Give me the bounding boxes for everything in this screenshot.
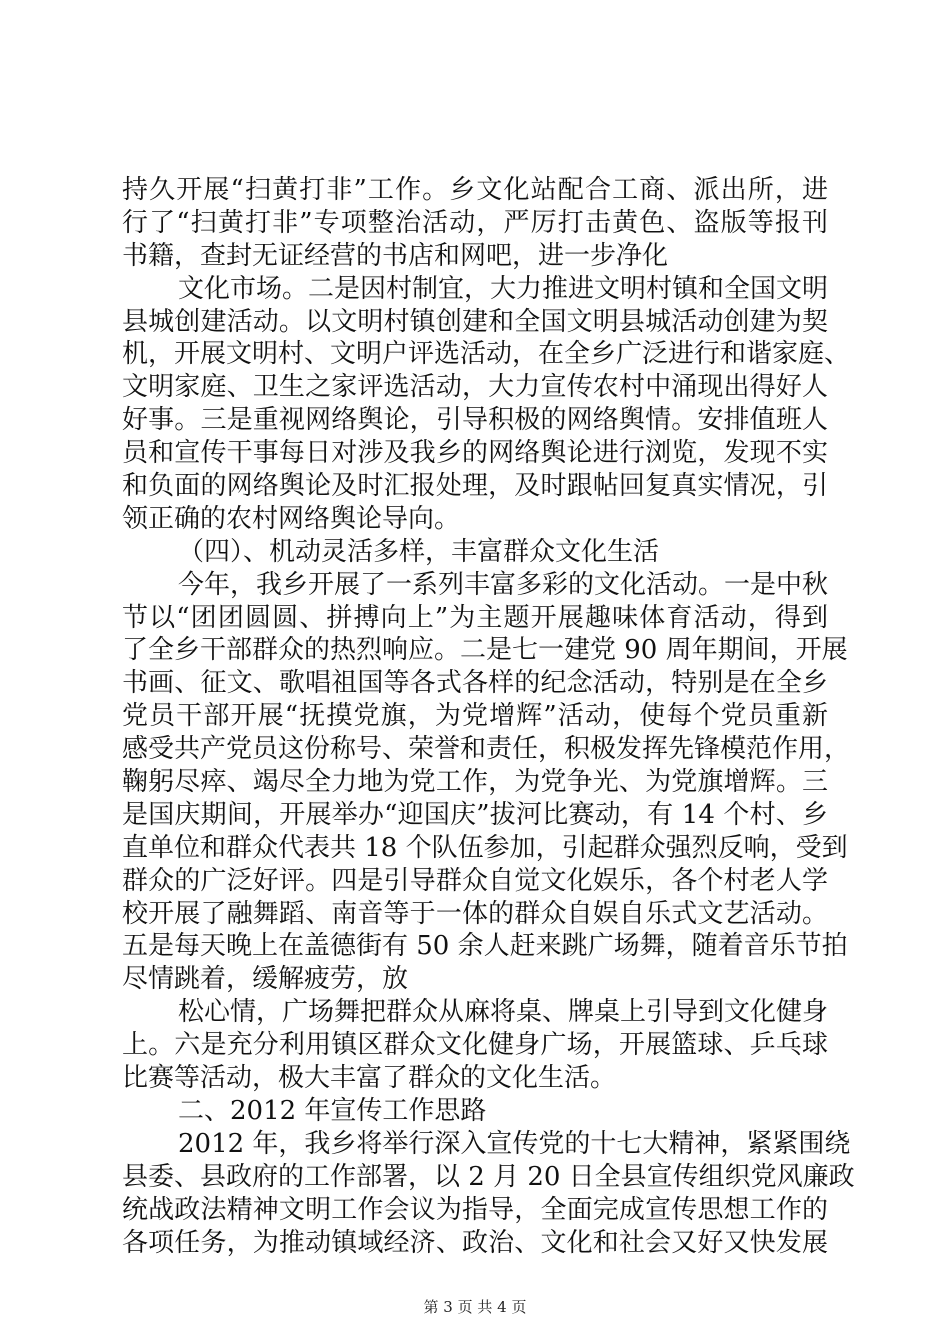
text-line: 比赛等活动，极大丰富了群众的文化生活。 <box>122 1063 617 1094</box>
text-line: 好事。三是重视网络舆论，引导积极的网络舆情。安排值班人 <box>122 405 828 436</box>
text-line: 县城创建活动。以文明村镇创建和全国文明县城活动创建为契 <box>122 306 828 337</box>
text-line: 持久开展“扫黄打非”工作。乡文化站配合工商、派出所，进 <box>122 175 828 205</box>
text-line: 文化市场。二是因村制宜，大力推进文明村镇和全国文明 <box>178 273 829 304</box>
text-line: 2012 年，我乡将举行深入宣传党的十七大精神，紧紧围绕 <box>178 1128 851 1159</box>
page-footer: 第 3 页 共 4 页 <box>423 1298 527 1316</box>
text-line: 了全乡干部群众的热烈响应。二是七一建党 90 周年期间，开展 <box>122 635 848 666</box>
text-line: 是国庆期间，开展举办“迎国庆”拔河比赛动，有 14 个村、乡 <box>122 799 828 830</box>
text-line: 上。六是充分利用镇区群众文化健身广场，开展篮球、乒乓球 <box>122 1030 828 1061</box>
text-line: 书画、征文、歌唱祖国等各式各样的纪念活动，特别是在全乡 <box>122 668 828 699</box>
text-line: 统战政法精神文明工作会议为指导，全面完成宣传思想工作的 <box>122 1194 828 1225</box>
text-line: 文明家庭、卫生之家评选活动，大力宣传农村中涌现出得好人 <box>122 372 828 403</box>
text-line: 行了“扫黄打非”专项整治活动，严厉打击黄色、盗版等报刊 <box>122 207 828 238</box>
text-line: 县委、县政府的工作部署，以 2 月 20 日全县宣传组织党风廉政 <box>122 1161 855 1192</box>
text-line: 各项任务，为推动镇域经济、政治、文化和社会又好又快发展 <box>122 1227 828 1258</box>
text-line: 校开展了融舞蹈、南音等于一体的群众自娱自乐式文艺活动。 <box>122 898 828 929</box>
text-line: 今年，我乡开展了一系列丰富多彩的文化活动。一是中秋 <box>178 569 829 600</box>
text-line: 员和宣传干事每日对涉及我乡的网络舆论进行浏览，发现不实 <box>122 438 828 469</box>
text-line: 尽情跳着，缓解疲劳，放 <box>122 964 409 995</box>
text-line: 和负面的网络舆论及时汇报处理，及时跟帖回复真实情况，引 <box>122 471 828 502</box>
text-line: 感受共产党员这份称号、荣誉和责任，积极发挥先锋模范作用， <box>122 734 851 765</box>
text-line: 二、2012 年宣传工作思路 <box>178 1095 487 1126</box>
text-line: 松心情，广场舞把群众从麻将桌、牌桌上引导到文化健身 <box>178 997 829 1028</box>
text-line: 五是每天晚上在盖德街有 50 余人赶来跳广场舞，随着音乐节拍 <box>122 931 848 962</box>
text-line: 节以“团团圆圆、拼搏向上”为主题开展趣味体育活动，得到 <box>122 602 828 633</box>
text-line: 书籍，查封无证经营的书店和网吧，进一步净化 <box>122 240 669 271</box>
text-line: 党员干部开展“抚摸党旗，为党增辉”活动，使每个党员重新 <box>122 701 828 732</box>
text-line: （四）、机动灵活多样，丰富群众文化生活 <box>178 536 660 567</box>
text-line: 领正确的农村网络舆论导向。 <box>122 503 461 534</box>
text-line: 群众的广泛好评。四是引导群众自觉文化娱乐，各个村老人学 <box>122 865 828 896</box>
text-line: 机，开展文明村、文明户评选活动，在全乡广泛进行和谐家庭、 <box>122 339 851 370</box>
text-line: 直单位和群众代表共 18 个队伍参加，引起群众强烈反响，受到 <box>122 832 848 863</box>
text-line: 鞠躬尽瘁、竭尽全力地为党工作，为党争光、为党旗增辉。三 <box>122 767 828 798</box>
document-body <box>122 174 855 1259</box>
